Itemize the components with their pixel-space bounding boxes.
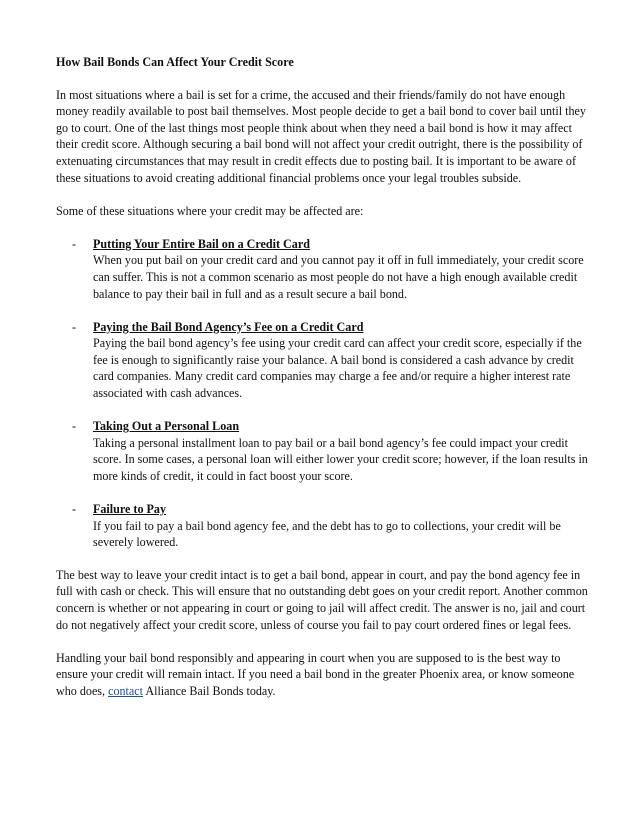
list-dash: - <box>72 236 77 251</box>
list-item <box>56 501 588 551</box>
document-title: How Bail Bonds Can Affect Your Credit Score <box>56 55 294 69</box>
contact-link[interactable]: contact <box>108 683 143 698</box>
list-dash: - <box>72 319 77 334</box>
intro-paragraph: In most situations where a bail is set for a crime, the accused and their friends/family do not have enough money readily available to post bail themselves. Most people decide to get a bail bond to cover bail until they go to court. One of the last things most people think about when they need a bail bond is how it may affect their credit score. Although securing a bail bond will not affect your credit outright, there is the possibility of extenuating circumstances that may result in credit effects due to posting bail. It is important to be aware of these situations to avoid creating additional financial problems once your legal troubles subside. <box>56 87 586 185</box>
closing-paragraph <box>56 650 588 700</box>
list-item-heading: Taking Out a Personal Loan <box>93 419 240 434</box>
list-item-heading: Paying the Bail Bond Agency’s Fee on a Credit Card <box>93 319 364 334</box>
closing-text-after-link: Alliance Bail Bonds today. <box>143 683 276 698</box>
document-page <box>56 54 588 716</box>
list-item-body: If you fail to pay a bail bond agency fee, and the debt has to go to collections, your credit will be severely lowered. <box>93 518 561 550</box>
list-item <box>56 319 588 402</box>
closing-text-before-link: Handling your bail bond responsibly and appearing in court when you are supposed to is the best way to ensure your credit will remain intact. If you need a bail bond in the greater Phoenix area, or know someone who does, <box>56 650 575 698</box>
list-intro-paragraph: Some of these situations where your credit may be affected are: <box>56 203 364 218</box>
best-way-paragraph: The best way to leave your credit intact is to get a bail bond, appear in court, and pay the bond agency fee in full with cash or check. This will ensure that no outstanding debt goes on your credit report. Another common concern is whether or not appearing in court or going to jail will affect credit. The answer is no, jail and court do not negatively affect your credit score, unless of course you fail to pay court ordered fines or legal fees. <box>56 567 588 632</box>
list-item-body: When you put bail on your credit card and you cannot pay it off in full immediately, your credit score can suffer. This is not a common scenario as most people do not have a high enough available credit balance to pay their bail in full and as a result secure a bail bond. <box>93 253 584 301</box>
list-item-heading: Failure to Pay <box>93 501 166 516</box>
list-item <box>56 236 588 302</box>
list-item <box>56 418 588 484</box>
situations-list <box>56 236 588 551</box>
list-dash: - <box>72 501 77 516</box>
list-dash: - <box>72 419 77 434</box>
list-item-body: Paying the bail bond agency’s fee using your credit card can affect your credit score, especially if the fee is enough to significantly raise your balance. A bail bond is considered a cash advance by credit card companies. Many credit card companies may charge a fee and/or require a higher interest rate associated with cash advances. <box>93 336 582 400</box>
list-item-body: Taking a personal installment loan to pay bail or a bail bond agency’s fee could impact your credit score. In some cases, a personal loan will either lower your credit score; however, if the loan results in more kinds of credit, it could in fact boost your score. <box>93 435 588 483</box>
list-item-heading: Putting Your Entire Bail on a Credit Card <box>93 236 310 251</box>
